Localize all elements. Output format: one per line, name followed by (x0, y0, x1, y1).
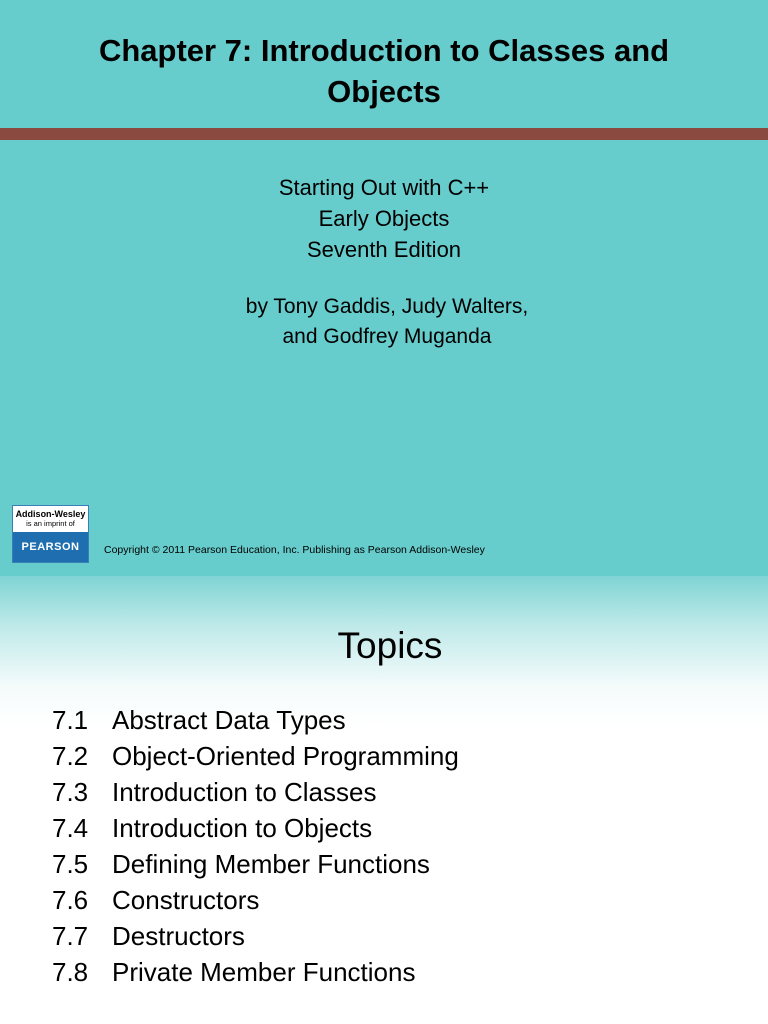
topic-item (52, 702, 459, 738)
topic-number: 7.1 (52, 705, 89, 735)
chapter-title-line: Objects (327, 74, 441, 109)
topic-number: 7.5 (52, 849, 89, 879)
topic-label: Destructors (112, 921, 245, 951)
copyright-notice: Copyright © 2011 Pearson Education, Inc. Publishing as Pearson Addison-Wesley (104, 544, 485, 556)
logo-imprint: is an imprint of (26, 519, 75, 528)
topics-list (52, 702, 459, 990)
topic-number: 7.7 (52, 921, 89, 951)
publisher-logo (12, 505, 89, 563)
book-subtitle: Early Objects (318, 206, 450, 231)
topic-item (52, 810, 459, 846)
book-edition: Seventh Edition (306, 237, 462, 262)
topic-item (52, 846, 459, 882)
topic-item (52, 882, 459, 918)
topic-label: Introduction to Classes (112, 777, 377, 807)
authors-line: and Godfrey Muganda (282, 325, 492, 348)
topic-item (52, 954, 459, 990)
book-info (0, 172, 768, 265)
authors (0, 292, 768, 352)
topic-label: Defining Member Functions (112, 849, 430, 879)
topic-item (52, 918, 459, 954)
topic-item (52, 774, 459, 810)
topic-label: Constructors (112, 885, 260, 915)
topic-number: 7.8 (52, 957, 89, 987)
logo-pearson: PEARSON (13, 532, 88, 562)
book-title: Starting Out with C++ (278, 175, 490, 200)
topic-label: Introduction to Objects (112, 813, 373, 843)
divider-rule (0, 128, 768, 140)
topic-number: 7.2 (52, 741, 89, 771)
authors-line: by Tony Gaddis, Judy Walters, (245, 295, 529, 318)
topics-slide (0, 576, 768, 1024)
chapter-title (20, 30, 748, 112)
logo-addison-wesley: Addison-Wesley (15, 509, 86, 519)
topic-label: Object-Oriented Programming (112, 741, 459, 771)
topic-label: Abstract Data Types (112, 705, 346, 735)
topic-number: 7.6 (52, 885, 89, 915)
topic-label: Private Member Functions (112, 957, 416, 987)
topic-number: 7.3 (52, 777, 89, 807)
chapter-title-line: Chapter 7: Introduction to Classes and (98, 33, 670, 68)
topics-title: Topics (337, 625, 443, 666)
topic-item (52, 738, 459, 774)
topic-number: 7.4 (52, 813, 89, 843)
